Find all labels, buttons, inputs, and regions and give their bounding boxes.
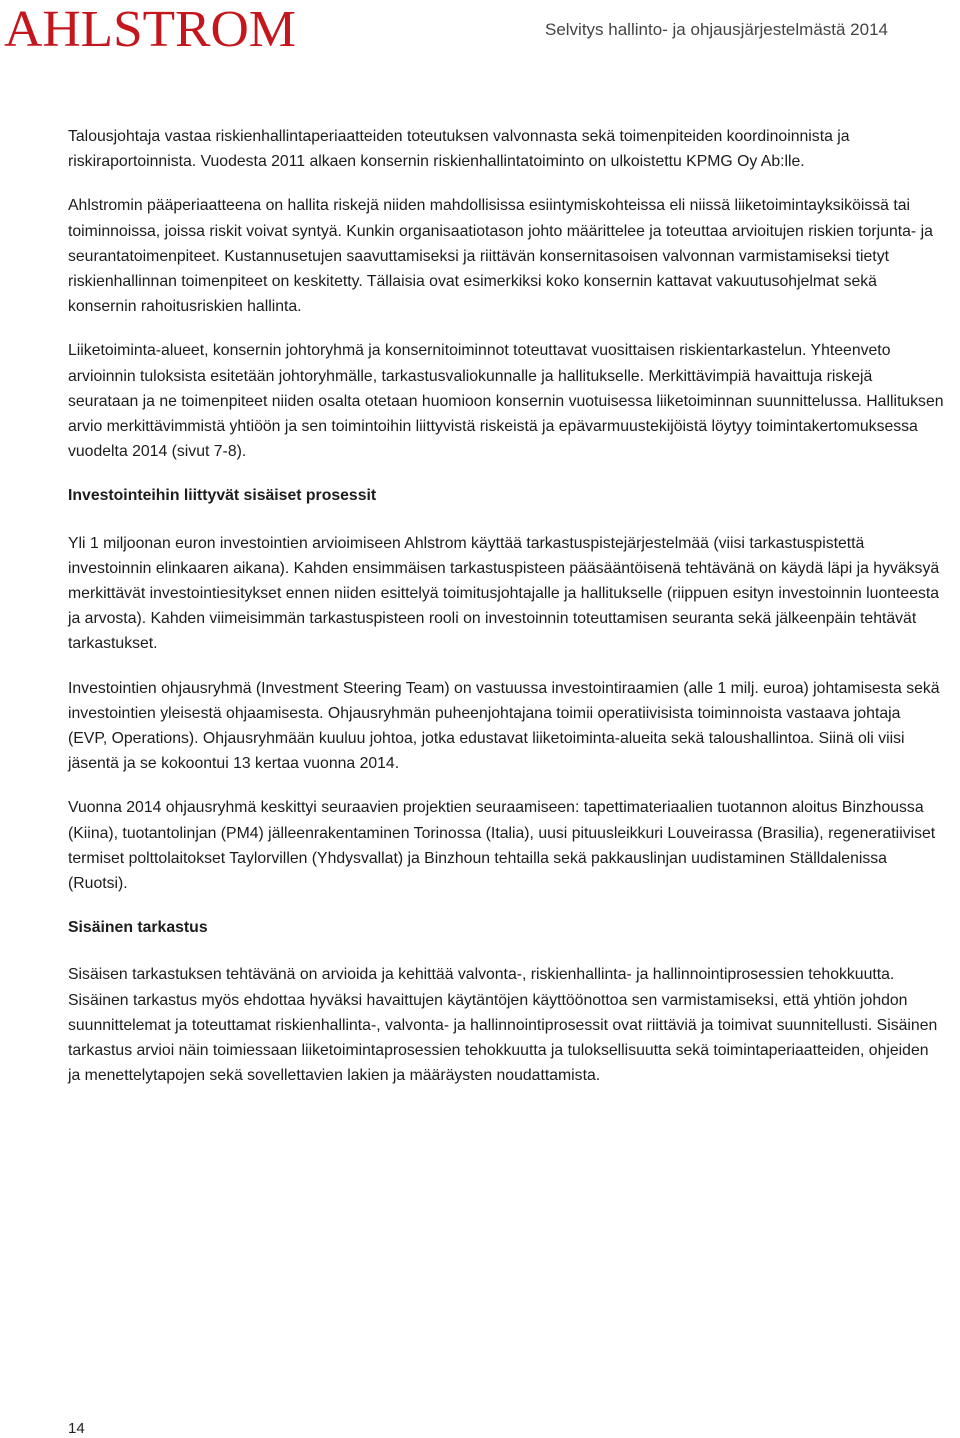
paragraph-risk-management-responsibility: Talousjohtaja vastaa riskienhallintaperiaatteiden toteutuksen valvonnasta sekä toimenpiteiden koordinoinnista ja riskiraportoinnista. Vuodesta 2011 alkaen konsernin riskienhallintatoiminto on ulkoistettu KPMG Oy Ab:lle. (68, 128, 850, 171)
ahlstrom-logo (4, 2, 298, 50)
paragraph-risk-principles: Ahlstromin pääperiaatteena on hallita riskejä niiden mahdollisissa esiintymiskohteissa eli niissä liiketoimintayksiköissä tai toiminnoissa, joissa riskit voivat syntyä. Kunkin organisaatiotason johto määrittelee ja toteuttaa arvioitujen riskien torjunta- ja seurantatoimenpiteet. Kustannusetujen saavuttamiseksi ja riittävän konsernitasoisen valvonnan varmistamiseksi tietyt riskienhallinnan toimenpiteet on keskitetty. Tällaisia ovat esimerkiksi koko konsernin kattavat vakuutusohjelmat sekä konsernin rahoitusriskien hallinta. (68, 197, 933, 316)
paragraph-steering-team: Investointien ohjausryhmä (Investment Steering Team) on vastuussa investointiraamien (alle 1 milj. euroa) johtamisesta sekä investointien yleisestä ohjaamisesta. Ohjausryhmän puheenjohtajana toimii operatiivisista toiminnoista vastaava johtaja (EVP, Operations). Ohjausryhmään kuuluu johtoa, jotka edustavat liiketoiminta-alueita sekä taloushallintoa. Siinä oli viisi jäsentä ja se kokoontui 13 kertaa vuonna 2014. (68, 679, 940, 773)
page-number: 14 (68, 1420, 85, 1437)
svg-text:AHLSTROM: AHLSTROM (4, 2, 296, 50)
paragraph-checkpoint-system: Yli 1 miljoonan euron investointien arvioimiseen Ahlstrom käyttää tarkastuspistejärjestelmää (viisi tarkastuspistettä investoinnin elinkaaren aikana). Kahden ensimmäisen tarkastuspisteen pääsääntöisenä tehtävänä on käydä läpi ja hyväksyä merkittävät investointiesitykset ennen niiden esittelyä toimitusjohtajalle ja hallitukselle (riippuen esityn investoinnin luonteesta ja arvosta). Kahden viimeisimmän tarkastuspisteen rooli on investoinnin toteuttamisen seuranta sekä jälkeenpäin tehtävät tarkastukset. (68, 534, 940, 653)
paragraph-annual-risk-review: Liiketoiminta-alueet, konsernin johtoryhmä ja konsernitoiminnot toteuttavat vuosittaisen riskientarkastelun. Yhteenveto arvioinnin tuloksista esitetään johtoryhmälle, tarkastusvaliokunnalle ja hallitukselle. Merkittävimpiä havaittuja riskejä seurataan ja ne toimenpiteet niiden osalta otetaan huomioon konsernin vuotuisessa liiketoiminnan suunnittelussa. Hallituksen arvio merkittävimmistä yhtiöön ja sen toimintoihin liittyvistä riskeistä ja epävarmuustekijöistä löytyy toimintakertomuksessa vuodelta 2014 (sivut 7-8). (68, 342, 944, 461)
document-title: Selvitys hallinto- ja ohjausjärjestelmästä 2014 (544, 20, 888, 39)
heading-investment-processes: Investointeihin liittyvät sisäiset prosessit (68, 487, 377, 505)
document-body (68, 124, 944, 1089)
paragraph-internal-audit: Sisäisen tarkastuksen tehtävänä on arvioida ja kehittää valvonta-, riskienhallinta- ja hallinnointiprosessien tehokkuutta. Sisäinen tarkastus myös ehdottaa hyväksi havaittujen käytäntöjen käyttöönottoa sen varmistamiseksi, että yhtiön johdon suunnittelemat ja toteuttamat riskienhallinta-, valvonta- ja hallinnointiprosessit ovat riittäviä ja toimivat suunnitellusti. Sisäinen tarkastus arvioi näin toimiessaan liiketoimintaprosessien tehokkuutta ja tuloksellisuutta sekä toimintaperiaatteiden, ohjeiden ja menettelytapojen sekä sovellettavien lakien ja määräysten noudattamista. (68, 966, 938, 1085)
paragraph-2014-projects: Vuonna 2014 ohjausryhmä keskittyi seuraavien projektien seuraamiseen: tapettimateriaalien tuotannon aloitus Binzhoussa (Kiina), tuotantolinjan (PM4) jälleenrakentaminen Torinossa (Italia), uusi pituusleikkuri Louveirassa (Brasilia), regeneratiiviset termiset polttolaitokset Taylorvillen (Yhdysvallat) ja Binzhoun tehtailla sekä pakkauslinjan uudistaminen Ställdalenissa (Ruotsi). (68, 799, 936, 893)
heading-internal-audit: Sisäinen tarkastus (68, 919, 208, 937)
